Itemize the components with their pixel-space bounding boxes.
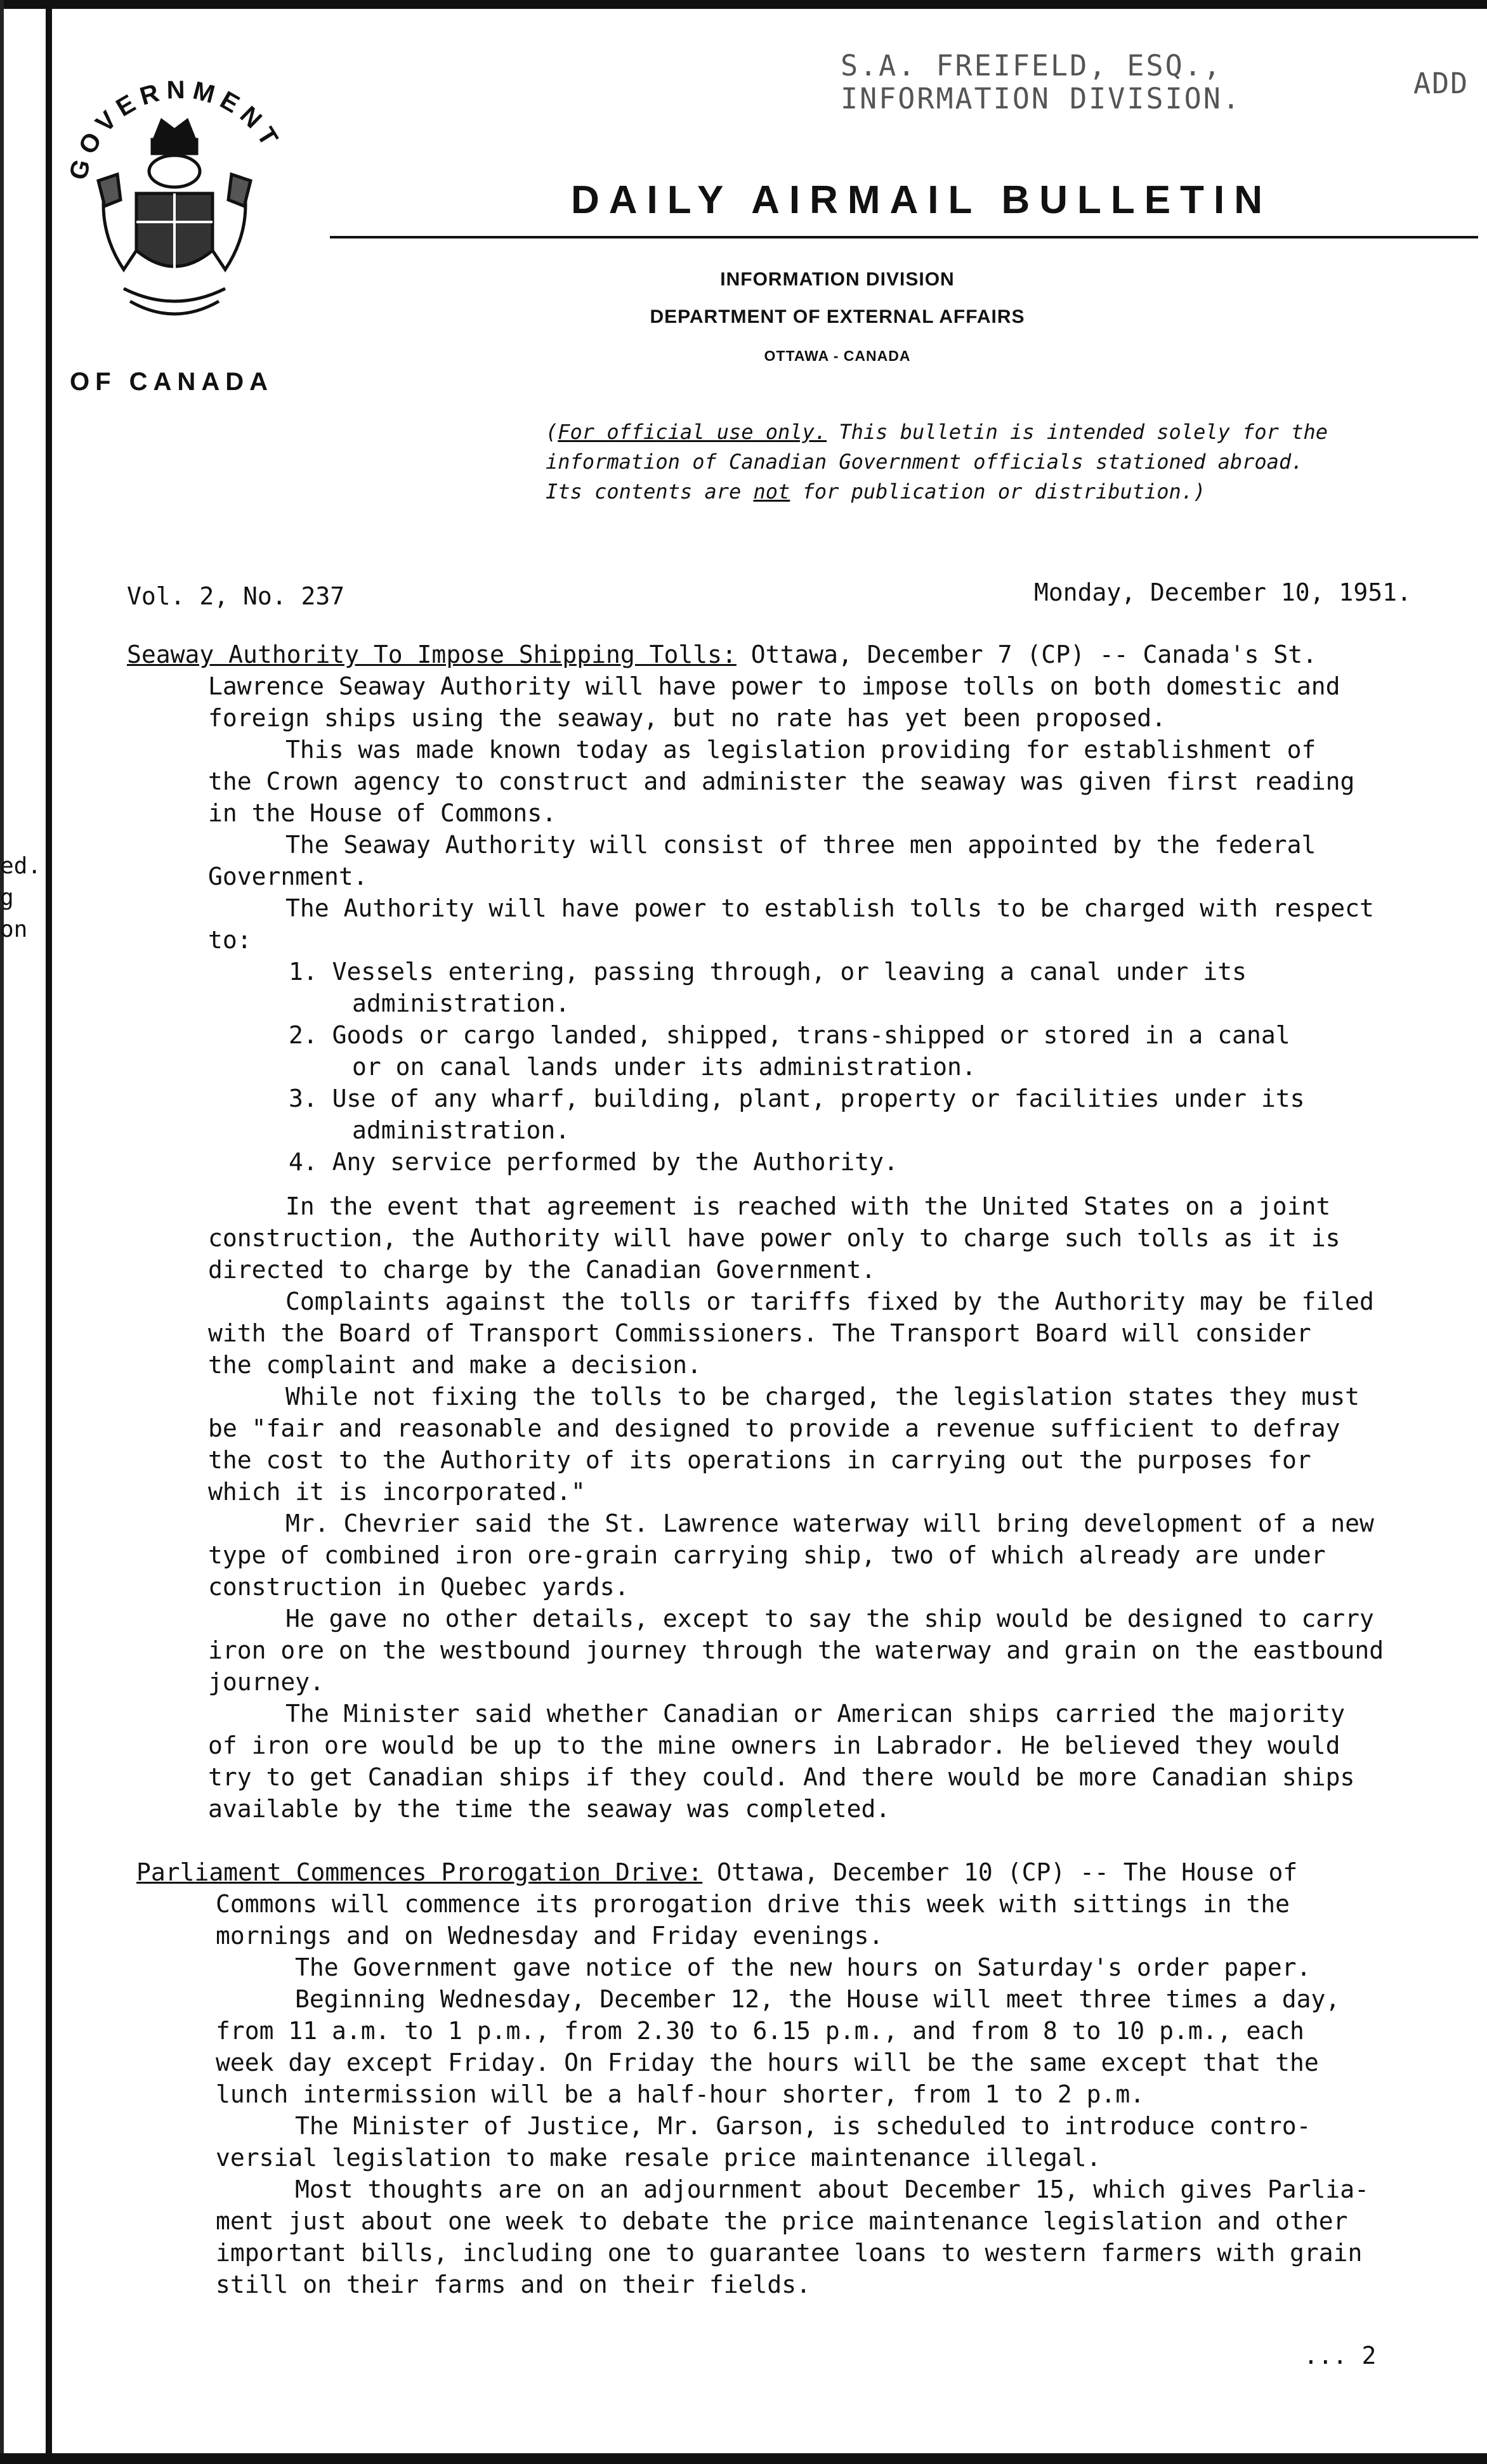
article-headline-line: Seaway Authority To Impose Shipping Tolls: Ottawa, December 7 (CP) -- Canada's St. <box>127 641 1317 668</box>
text-line: directed to charge by the Canadian Government. <box>208 1256 876 1284</box>
distribution-notice: (For official use only. This bulletin is intended solely for the information of Canadian Government officials stationed abroad. Its contents are not for publication or distribution.) <box>546 420 1328 504</box>
scan-bottom-border <box>0 2453 1487 2464</box>
text-line: The Government gave notice of the new hours on Saturday's order paper. <box>295 1953 1311 1981</box>
scan-left-edge <box>0 0 4 2464</box>
text-line: which it is incorporated." <box>208 1478 586 1506</box>
text-line: foreign ships using the seaway, but no rate has yet been proposed. <box>208 704 1166 732</box>
coat-of-arms-icon <box>98 121 251 314</box>
text-line: to: <box>208 926 252 954</box>
text-line: Lawrence Seaway Authority will have power to impose tolls on both domestic and <box>208 672 1340 700</box>
article-heading: Parliament Commences Prorogation Drive: <box>136 1858 703 1886</box>
text-line: The Minister said whether Canadian or American ships carried the majority <box>285 1700 1346 1728</box>
text-line: important bills, including one to guarantee loans to western farmers with grain <box>216 2239 1363 2267</box>
scan-top-border <box>0 0 1487 9</box>
scan-binding-line <box>46 0 52 2464</box>
text-line: Complaints against the tolls or tariffs fixed by the Authority may be filed <box>285 1287 1374 1315</box>
list-item-continuation: administration. <box>352 1116 570 1144</box>
margin-fragment: g <box>0 885 14 911</box>
issue-date: Monday, December 10, 1951. <box>1034 578 1412 606</box>
text-line: from 11 a.m. to 1 p.m., from 2.30 to 6.15 p.m., and from 8 to 10 p.m., each <box>216 2017 1304 2045</box>
emblem-top-text: GOVERNMENT <box>64 75 287 183</box>
text-line: Mr. Chevrier said the St. Lawrence waterway will bring development of a new <box>285 1509 1374 1537</box>
text-line: mornings and on Wednesday and Friday evenings. <box>216 1922 884 1950</box>
article-headline-line: Parliament Commences Prorogation Drive: Ottawa, December 10 (CP) -- The House of <box>136 1858 1298 1886</box>
text-line: with the Board of Transport Commissioners. The Transport Board will consider <box>208 1319 1311 1347</box>
article-heading: Seaway Authority To Impose Shipping Tolls: <box>127 641 737 668</box>
text-line: type of combined iron ore-grain carrying ship, two of which already are under <box>208 1541 1326 1569</box>
text-line: try to get Canadian ships if they could. And there would be more Canadian ships <box>208 1763 1355 1791</box>
text-line: be "fair and reasonable and designed to provide a revenue sufficient to defray <box>208 1414 1340 1442</box>
text-line: ment just about one week to debate the price maintenance legislation and other <box>216 2207 1348 2235</box>
text-line: He gave no other details, except to say the ship would be designed to carry <box>285 1605 1374 1633</box>
text-line: the cost to the Authority of its operations in carrying out the purposes for <box>208 1446 1311 1474</box>
text-line: week day except Friday. On Friday the hours will be the same except that the <box>216 2049 1319 2076</box>
text-line: construction, the Authority will have power only to charge such tolls as it is <box>208 1224 1340 1252</box>
text-line: This was made known today as legislation providing for establishment of <box>285 736 1316 764</box>
text-line: In the event that agreement is reached with the United States on a joint <box>285 1192 1331 1220</box>
text-line: in the House of Commons. <box>208 799 557 827</box>
text-line: available by the time the seaway was completed. <box>208 1795 891 1823</box>
notice-lead: For official use only. <box>558 420 827 444</box>
location: OTTAWA - CANADA <box>764 348 911 364</box>
title-rule <box>330 236 1478 238</box>
list-item-continuation: administration. <box>352 989 570 1017</box>
list-item-continuation: or on canal lands under its administration. <box>352 1053 976 1081</box>
text-line: the Crown agency to construct and administer the seaway was given first reading <box>208 767 1355 795</box>
text-line: The Authority will have power to establish tolls to be charged with respect <box>285 894 1374 922</box>
margin-fragment: ed. <box>0 853 42 879</box>
department-name: DEPARTMENT OF EXTERNAL AFFAIRS <box>650 306 1025 327</box>
text-line: versial legislation to make resale price maintenance illegal. <box>216 2144 1101 2172</box>
text-line: of iron ore would be up to the mine owners in Labrador. He believed they would <box>208 1731 1340 1759</box>
notice-emphasis: not <box>753 479 790 504</box>
continued-page-marker: ... 2 <box>1304 2342 1377 2369</box>
stamp-fragment: ADD <box>1413 67 1469 100</box>
bulletin-title: DAILY AIRMAIL BULLETIN <box>571 178 1273 222</box>
list-item: 4. Any service performed by the Authority. <box>289 1148 898 1176</box>
list-item: 1. Vessels entering, passing through, or leaving a canal under its <box>289 958 1247 986</box>
text-line: lunch intermission will be a half-hour shorter, from 1 to 2 p.m. <box>216 2080 1145 2108</box>
recipient-stamp <box>841 49 1241 115</box>
text-line: Most thoughts are on an adjournment about December 15, which gives Parlia- <box>295 2175 1369 2203</box>
text-line: Commons will commence its prorogation drive this week with sittings in the <box>216 1890 1290 1918</box>
stamp-line-1: S.A. FREIFELD, ESQ., <box>841 49 1222 82</box>
text-line: still on their farms and on their fields. <box>216 2271 811 2298</box>
text-line: While not fixing the tolls to be charged, the legislation states they must <box>285 1383 1359 1411</box>
emblem-bottom-text: OF CANADA <box>70 368 273 396</box>
text-line: The Seaway Authority will consist of three men appointed by the federal <box>285 831 1316 859</box>
margin-fragment: on <box>0 916 28 942</box>
text-line: journey. <box>208 1668 325 1696</box>
government-of-canada-emblem <box>60 60 289 415</box>
division-name: INFORMATION DIVISION <box>720 269 955 290</box>
text-line: The Minister of Justice, Mr. Garson, is scheduled to introduce contro- <box>295 2112 1311 2140</box>
text-line: construction in Quebec yards. <box>208 1573 629 1601</box>
stamp-line-2: INFORMATION DIVISION. <box>841 82 1241 115</box>
list-item: 3. Use of any wharf, building, plant, property or facilities under its <box>289 1085 1305 1112</box>
text-line: Beginning Wednesday, December 12, the House will meet three times a day, <box>295 1985 1340 2013</box>
text-line: the complaint and make a decision. <box>208 1351 702 1379</box>
list-item: 2. Goods or cargo landed, shipped, trans-shipped or stored in a canal <box>289 1021 1290 1049</box>
text-line: iron ore on the westbound journey through the waterway and grain on the eastbound <box>208 1636 1384 1664</box>
volume-number: Vol. 2, No. 237 <box>127 582 345 610</box>
text-line: Government. <box>208 863 368 890</box>
